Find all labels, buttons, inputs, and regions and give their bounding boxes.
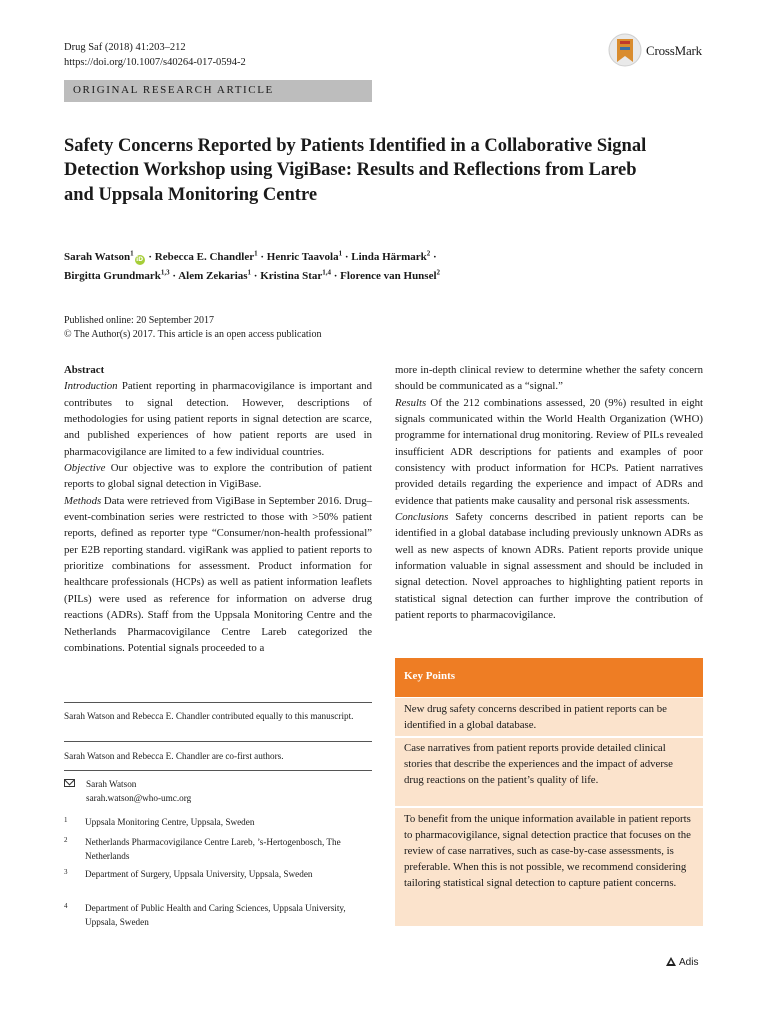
objective-label: Objective <box>64 462 106 475</box>
author-affiliation-sup: 2 <box>426 249 431 258</box>
author-separator: · <box>430 251 437 263</box>
crossmark-icon <box>608 32 642 68</box>
crossmark-label: CrossMark <box>646 43 702 58</box>
author-separator: · <box>257 251 267 263</box>
abstract-introduction <box>64 378 372 460</box>
abstract-conclusions <box>395 509 703 623</box>
publisher-logo <box>666 957 698 968</box>
abstract-column-right <box>395 362 703 624</box>
envelope-icon <box>64 779 75 787</box>
published-date: Published online: 20 September 2017 <box>64 315 214 326</box>
author-name: Sarah Watson <box>64 251 131 263</box>
author-affiliation-sup: 1 <box>254 249 258 258</box>
results-label: Results <box>395 396 427 409</box>
methods-label: Methods <box>64 494 102 507</box>
co-first-note: Sarah Watson and Rebecca E. Chandler are co-first authors. <box>64 751 284 761</box>
author-separator: · <box>145 251 155 263</box>
author-affiliation-sup: 1 <box>338 249 343 258</box>
author-affiliation-sup: 1,3 <box>160 268 170 277</box>
orcid-icon[interactable]: iD <box>136 256 144 263</box>
conclusions-text: Safety concerns described in patient reports can be identified in a global database including previously unknown ADRs as well as new aspects of known ADRs. Patient reports provide unique information valuable in signal assessment and should be included in signal detection. Novel approaches to highlighting patient reports in statistical signal detection can further improve the contribution of patient reports to pharmacovigilance. <box>395 511 703 622</box>
affiliation-number: 2 <box>64 836 68 844</box>
corresponding-author <box>64 777 191 805</box>
abstract-heading: Abstract <box>64 364 105 376</box>
author-name: Birgitta Grundmark <box>64 270 161 282</box>
methods-text-part1: Data were retrieved from VigiBase in September 2016. Drug–event-combination series were restricted to those with >50% patient reports, defined as reporter type “Consumer/non-health professional” per E2B reporting standard. vigiRank was applied to patient reports to prioritize combinations for assessment. Product information for healthcare professionals (HCPs) as well as patient information leaflets (PILs) were used as reference for information on adverse drug reactions (ADRs). Staff from the Uppsala Monitoring Centre and the Netherlands Pharmacovigilance Centre Lareb categorized the combinations. Potential signals proceeded to a <box>64 494 372 654</box>
author-affiliation-sup: 2 <box>436 268 441 277</box>
conclusions-label: Conclusions <box>395 511 449 524</box>
author-name: Rebecca E. Chandler <box>154 251 255 263</box>
author-separator: · <box>342 251 352 263</box>
affiliation-4 <box>64 902 354 929</box>
article-title: Safety Concerns Reported by Patients Identified in a Collaborative Signal Detection Workshop using VigiBase: Results and Reflections from Lareb and Uppsala Monitoring Centre <box>64 136 647 205</box>
doi-link[interactable]: https://doi.org/10.1007/s40264-017-0594-2 <box>64 57 246 68</box>
key-point-2: Case narratives from patient reports provide detailed clinical stories that describe the experiences and the impact of adverse drug reactions on the patient’s quality of life. <box>395 738 703 806</box>
author-list <box>64 248 704 286</box>
author-name: Linda Härmark <box>351 251 427 263</box>
footnote-divider <box>64 741 372 742</box>
author-name: Alem Zekarias <box>178 270 248 282</box>
contact-name: Sarah Watson <box>86 779 137 789</box>
affiliation-3 <box>64 868 354 882</box>
introduction-label: Introduction <box>64 380 118 393</box>
affiliation-number: 3 <box>64 868 68 876</box>
author-affiliation-sup: 1 <box>130 249 134 258</box>
key-point-1: New drug safety concerns described in patient reports can be identified in a global database. <box>395 698 703 736</box>
affiliation-2 <box>64 836 354 863</box>
methods-text-part2: more in-depth clinical review to determine whether the safety concern should be communicated as a “signal.” <box>395 364 703 393</box>
introduction-text: Patient reporting in pharmacovigilance is important and contributes to signal detection. However, descriptions of methodologies for using patient reports in signal detection are scarce, and published experiences of how patient reports are used in pharmacovigilance are limited to a few individual countries. <box>64 380 372 458</box>
journal-reference <box>64 40 246 70</box>
affiliation-text: Department of Surgery, Uppsala University, Uppsala, Sweden <box>85 869 313 879</box>
key-point-3: To benefit from the unique information available in patient reports to pharmacovigilance, signal detection practice that focuses on the review of case narratives, such as case-by-case assessments, is preferable. When this is not possible, we recommend considering tailoring statistical signal detection to capture patient concerns. <box>395 808 703 926</box>
author-separator: · <box>331 270 341 282</box>
affiliation-text: Uppsala Monitoring Centre, Uppsala, Sweden <box>85 817 255 827</box>
objective-text: Our objective was to explore the contribution of patient reports to global signal detection in VigiBase. <box>64 462 372 491</box>
contact-email[interactable]: sarah.watson@who-umc.org <box>86 793 192 803</box>
adis-logo-icon <box>666 957 676 966</box>
footnote-divider <box>64 770 372 771</box>
affiliation-text: Netherlands Pharmacovigilance Centre Lareb, ’s-Hertogenbosch, The Netherlands <box>85 837 341 861</box>
affiliation-text: Department of Public Health and Caring Sciences, Uppsala University, Uppsala, Sweden <box>85 903 346 927</box>
author-name: Kristina Star <box>260 270 323 282</box>
abstract-methods <box>64 493 372 656</box>
author-separator: · <box>251 270 261 282</box>
publication-info <box>64 314 321 342</box>
results-text: Of the 212 combinations assessed, 20 (9%) resulted in eight signals communicated within the World Health Organization (WHO) programme for international drug monitoring. Review of PILs revealed insufficient ADR descriptions for patients and examples of poor consistency with product information for HCPs. Patient narratives provided details regarding the experience and impact of ADRs and evidence that patients make causality and personal risk assessments. <box>395 396 703 507</box>
author-separator: · <box>169 270 179 282</box>
equal-contribution-note: Sarah Watson and Rebecca E. Chandler contributed equally to this manuscript. <box>64 711 354 721</box>
abstract-objective <box>64 460 372 493</box>
article-type-banner: ORIGINAL RESEARCH ARTICLE <box>64 80 372 102</box>
crossmark-badge[interactable] <box>608 32 708 68</box>
license-statement: © The Author(s) 2017. This article is an open access publication <box>64 329 322 340</box>
abstract-column-left <box>64 362 372 656</box>
abstract-results <box>395 395 703 509</box>
publisher-name: Adis <box>679 957 699 968</box>
footnote-divider <box>64 702 372 703</box>
affiliation-number: 1 <box>64 816 68 824</box>
affiliation-1 <box>64 816 354 830</box>
author-affiliation-sup: 1,4 <box>322 268 331 277</box>
key-points-heading: Key Points <box>395 658 703 697</box>
author-name: Henric Taavola <box>266 251 339 263</box>
author-affiliation-sup: 1 <box>247 268 252 277</box>
journal-citation: Drug Saf (2018) 41:203–212 <box>64 42 186 53</box>
author-name: Florence van Hunsel <box>340 270 437 282</box>
affiliation-number: 4 <box>64 902 68 910</box>
